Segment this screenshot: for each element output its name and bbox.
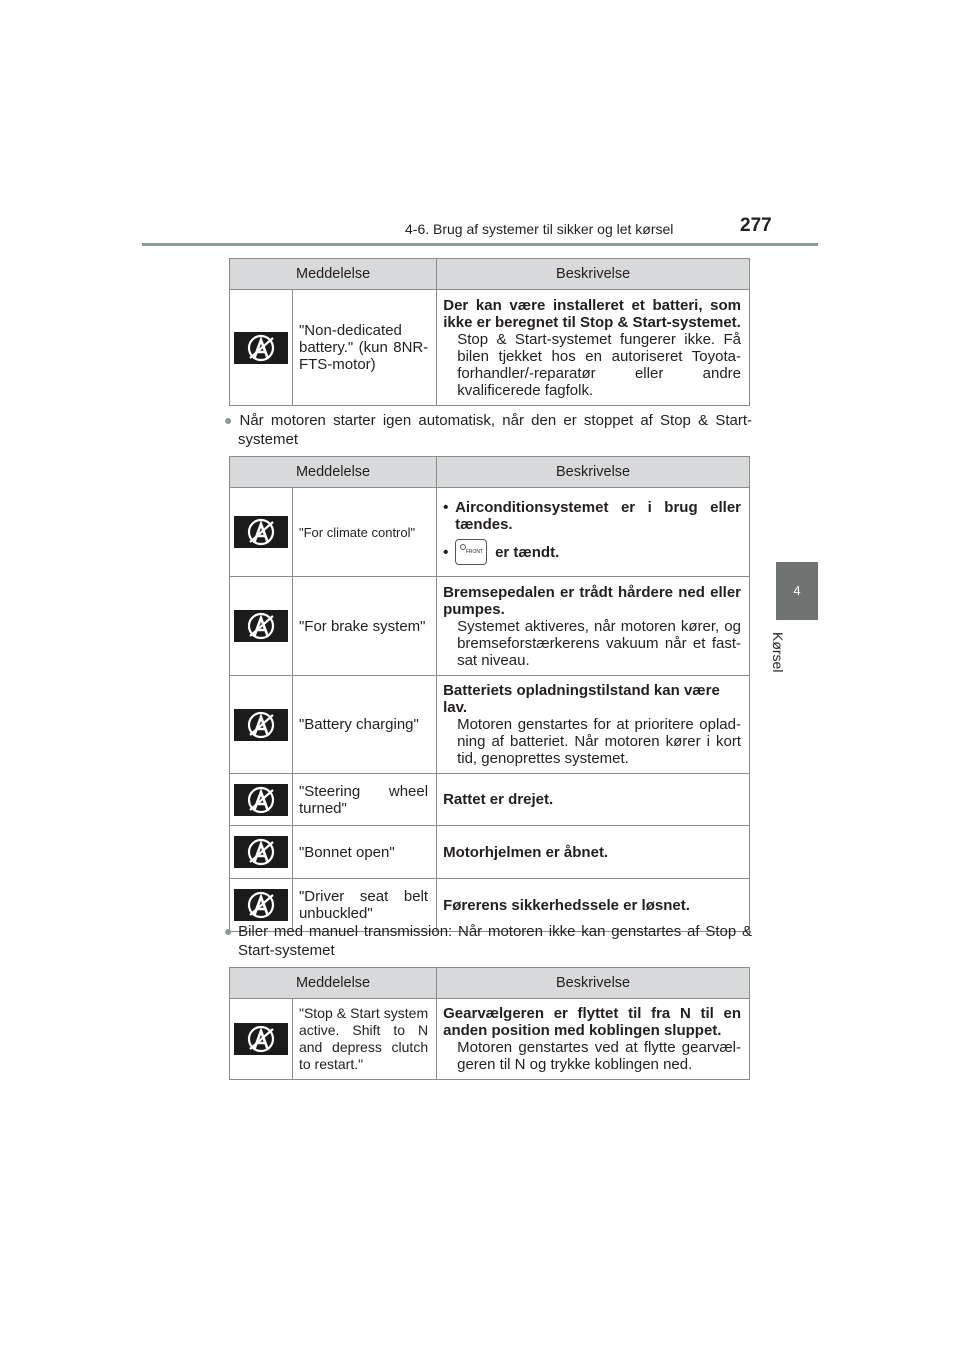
description-text: Systemet aktiveres, når motoren kører, og bremseforstærkerens vakuum når et fast-sat niveau. (457, 617, 741, 669)
table-row (230, 999, 750, 1080)
message-table-3 (229, 967, 750, 1080)
stop-start-off-icon (234, 709, 288, 741)
chapter-tab: 4 (776, 562, 818, 620)
message-text: "Steering wheel turned" (292, 774, 436, 826)
bullet-icon: ● (224, 412, 236, 428)
bullet-paragraph-2 (224, 922, 752, 960)
bullet-paragraph-1 (224, 411, 752, 449)
stop-start-off-icon (234, 784, 288, 816)
description: • Airconditionsystemet er i brug eller tændes. • FRONT er tændt. (437, 488, 750, 577)
paragraph-line: Når motoren starter igen automatisk, når den er stoppet af Stop & Start- (239, 412, 752, 429)
table-row (230, 577, 750, 676)
description-heading: Førerens sikkerhedssele er løsnet. (437, 879, 750, 932)
description-text: Motoren genstartes for at prioritere oplad-ning af batteriet. Når motoren kører i kort tid, genoprettes systemet. (457, 716, 741, 767)
stop-start-off-icon (234, 610, 288, 642)
description-heading: Rattet er drejet. (437, 774, 750, 826)
stop-start-off-icon (234, 332, 288, 364)
header-meddelelse: Meddelelse (230, 457, 437, 488)
message-text: "Non-dedicated battery." (kun 8NR-FTS-motor) (292, 290, 436, 406)
page-number: 277 (740, 215, 772, 236)
description-bullet: Airconditionsystemet er i brug eller tændes. (455, 499, 741, 533)
paragraph-line: systemet (238, 431, 299, 448)
stop-start-off-icon (234, 836, 288, 868)
chapter-label: Kørsel (770, 632, 786, 673)
stop-start-off-icon (234, 889, 288, 921)
header-divider (142, 243, 818, 246)
stop-start-off-icon (234, 516, 288, 548)
message-text: "For brake system" (292, 577, 436, 676)
bullet-icon: ● (224, 923, 235, 939)
table-row (230, 774, 750, 826)
header-beskrivelse: Beskrivelse (437, 259, 750, 290)
section-title: 4-6. Brug af systemer til sikker og let kørsel (405, 221, 674, 237)
description-heading: Gearvælgeren er flyttet til fra N til en anden position med koblingen sluppet. (443, 1005, 741, 1039)
table-row (230, 826, 750, 879)
stop-start-off-icon (234, 1023, 288, 1055)
table-row (230, 488, 750, 577)
description (437, 999, 750, 1080)
paragraph-line: Biler med manuel transmission: Når motoren ikke kan genstartes af Stop & (238, 923, 752, 940)
description (437, 676, 750, 774)
description-heading: Motorhjelmen er åbnet. (437, 826, 750, 879)
message-text: "Battery charging" (292, 676, 436, 774)
description-heading: Der kan være installeret et batteri, som ikke er beregnet til Stop & Start-systemet. (443, 296, 741, 331)
table-row (230, 676, 750, 774)
header-meddelelse: Meddelelse (230, 968, 437, 999)
message-text: "Stop & Start system active. Shift to N and depress clutch to restart." (292, 999, 436, 1080)
message-text: "Driver seat belt unbuckled" (292, 879, 436, 932)
table-header-row (230, 259, 750, 290)
table-header-row (230, 457, 750, 488)
description-text: Motoren genstartes ved at flytte gearvæl-geren til N og trykke koblingen ned. (457, 1039, 741, 1073)
paragraph-line: Start-systemet (238, 942, 335, 959)
table-header-row (230, 968, 750, 999)
message-table-1 (229, 258, 750, 406)
description-bullet: er tændt. (495, 543, 560, 561)
message-text: "Bonnet open" (292, 826, 436, 879)
description-heading: Bremsepedalen er trådt hårdere ned eller pumpes. (443, 583, 741, 618)
message-table-2 (229, 456, 750, 932)
table-row (230, 290, 750, 406)
message-text: "For climate control" (292, 488, 436, 577)
header-beskrivelse: Beskrivelse (437, 968, 750, 999)
header-beskrivelse: Beskrivelse (437, 457, 750, 488)
front-defogger-button-icon: FRONT (455, 539, 487, 565)
header-meddelelse: Meddelelse (230, 259, 437, 290)
description-heading: Batteriets opladningstilstand kan være lav. (443, 682, 720, 716)
description-text: Stop & Start-systemet fungerer ikke. Få bilen tjekket hos en autoriseret Toyota-forhandler/-reparatør eller andre kvalificerede fagfolk. (457, 330, 741, 399)
description (437, 290, 750, 406)
description (437, 577, 750, 676)
